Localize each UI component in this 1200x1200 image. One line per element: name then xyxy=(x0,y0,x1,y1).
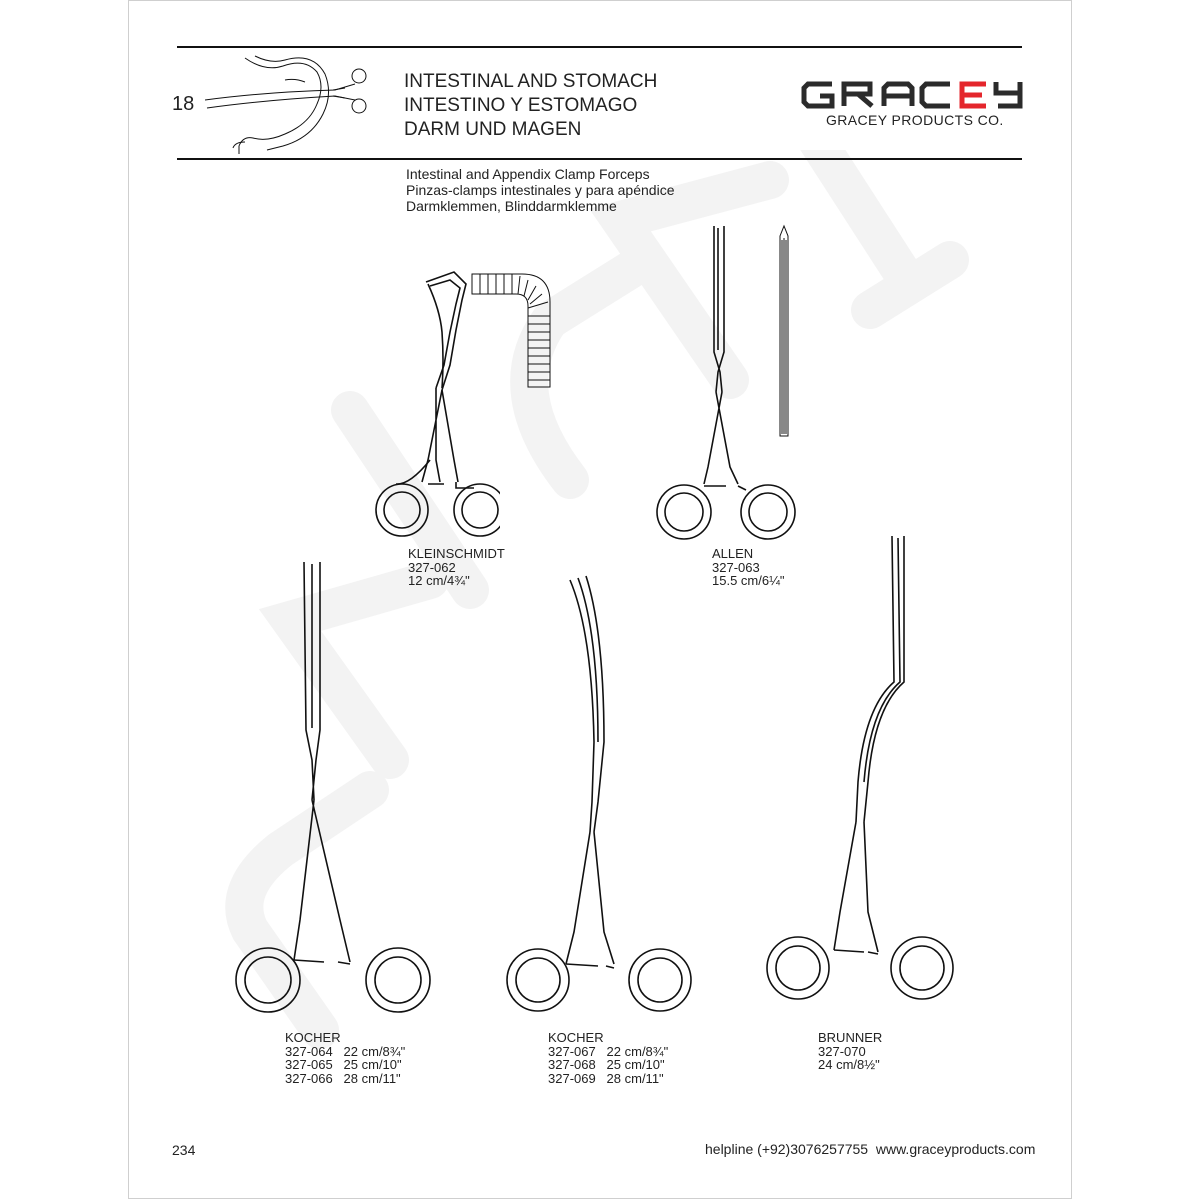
product-line: 327-063 xyxy=(712,559,760,575)
product-line: 327-066 28 cm/11" xyxy=(285,1070,401,1086)
kleinschmidt-jaw-detail xyxy=(470,272,555,392)
section-title-es: INTESTINO Y ESTOMAGO xyxy=(404,95,638,116)
product-name: KLEINSCHMIDT xyxy=(408,546,505,561)
product-name: ALLEN xyxy=(712,546,754,561)
kocher-curved-forceps-image xyxy=(500,572,700,1032)
product-label-kocher-straight xyxy=(285,1031,405,1085)
product-line: 15.5 cm/6¼" xyxy=(712,573,785,588)
header-bottom-rule xyxy=(177,158,1022,160)
header-top-rule xyxy=(177,46,1022,48)
product-line: 327-064 22 cm/8¾" xyxy=(285,1043,406,1059)
product-line: 327-070 xyxy=(818,1043,866,1059)
product-name: BRUNNER xyxy=(818,1030,883,1045)
subtitle-es: Pinzas-clamps intestinales y para apéndice xyxy=(406,182,675,198)
section-title-de: DARM UND MAGEN xyxy=(404,119,582,140)
product-line: 327-069 28 cm/11" xyxy=(548,1070,664,1086)
section-title-en: INTESTINAL AND STOMACH xyxy=(404,71,658,92)
product-line: 327-062 xyxy=(408,559,456,575)
product-line: 327-065 25 cm/10" xyxy=(285,1057,402,1072)
product-name: KOCHER xyxy=(285,1030,341,1045)
category-subtitle xyxy=(406,166,674,214)
product-line: 327-067 22 cm/8¾" xyxy=(548,1043,669,1059)
page-number: 234 xyxy=(172,1142,196,1158)
product-name: KOCHER xyxy=(548,1030,604,1045)
stomach-forceps-illustration xyxy=(205,50,375,156)
product-line: 12 cm/4¾" xyxy=(408,573,470,588)
product-label-kocher-curved xyxy=(548,1031,668,1085)
kocher-straight-forceps-image xyxy=(230,560,440,1030)
brand-logo xyxy=(800,78,1025,112)
footer-helpline: helpline (+92)3076257755 www.graceyproducts.com xyxy=(705,1141,1036,1157)
product-label-brunner xyxy=(818,1031,882,1072)
section-number: 18 xyxy=(172,93,195,115)
product-line: 327-068 25 cm/10" xyxy=(548,1057,665,1072)
subtitle-de: Darmklemmen, Blinddarmklemme xyxy=(406,198,617,214)
brand-company-name: GRACEY PRODUCTS CO. xyxy=(826,112,1004,128)
brunner-forceps-image xyxy=(760,532,960,1022)
section-title-block xyxy=(404,70,657,142)
allen-jaw-detail xyxy=(774,224,794,439)
product-line: 24 cm/8½" xyxy=(818,1057,880,1072)
subtitle-en: Intestinal and Appendix Clamp Forceps xyxy=(406,166,650,182)
